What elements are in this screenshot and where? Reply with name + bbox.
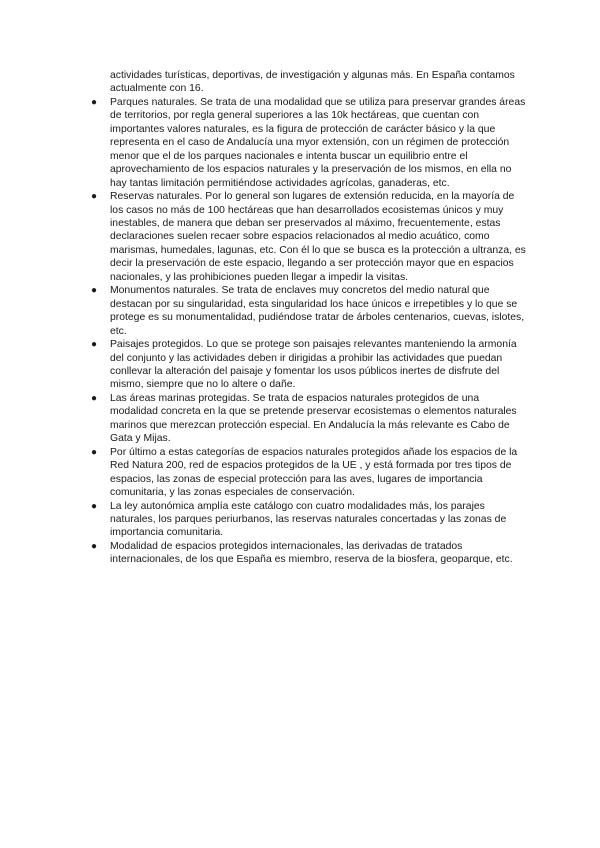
list-item	[88, 190, 528, 284]
list-item-text: Monumentos naturales. Se trata de enclaves muy concretos del medio natural que destacan por su singularidad, esta singularidad los hace únicos e irrepetibles y lo que se protege es su monumentalidad, pudiéndose tratar de árboles centenarios, cuevas, islotes, etc.	[110, 285, 525, 337]
list-item-text: Las áreas marinas protegidas. Se trata de espacios naturales protegidos de una modalidad concreta en la que se pretende preservar ecosistemas o elementos naturales marinos que merezcan protección especial. En Andalucía la más relevante es Cabo de Gata y Mijas.	[110, 392, 517, 445]
list-item-text: Reservas naturales. Por lo general son lugares de extensión reducida, en la mayoría de los casos no más de 100 hectáreas que han desarrollados ecosistemas únicos y muy inestables, de manera que deban ser preservados al máximo, frecuentemente, estas declaraciones suelen recaer sobre espacios relacionados al medio acuático, como marismas, humedales, lagunas, etc. Con él lo que se busca es la protección a ultranza, es decir la preservación de este espacio, llegando a ser protección mayor que en espacios nacionales, y las prohibiciones pueden llegar a impedir la visitas.	[110, 191, 526, 283]
list-item	[88, 500, 528, 540]
list-item-text: Por último a estas categorías de espacios naturales protegidos añade los espacios de la Red Natura 200, red de espacios protegidos de la UE , y está formada por tres tipos de espacios, las zonas de especial protección para las aves, lugares de importancia comunitaria, y las zonas especiales de conservación.	[110, 446, 518, 499]
document-body	[88, 69, 528, 567]
list-item-text: La ley autonómica amplía este catálogo con cuatro modalidades más, los parajes naturales, los parques periurbanos, las reservas naturales concertadas y las zonas de importancia comunitaria.	[110, 500, 507, 539]
bullet-icon: ●	[91, 285, 98, 297]
continuation-paragraph: actividades turísticas, deportivas, de investigación y algunas más. En España contamos actualmente con 16.	[110, 70, 515, 95]
bullet-icon: ●	[91, 540, 98, 552]
list-item	[88, 540, 528, 567]
bullet-icon: ●	[91, 339, 98, 351]
bullet-icon: ●	[91, 96, 98, 108]
list-item	[88, 446, 528, 500]
bullet-icon: ●	[91, 446, 98, 458]
bullet-icon: ●	[91, 392, 98, 404]
list-item	[88, 338, 528, 392]
bullet-icon: ●	[91, 500, 98, 512]
list-item-text: Parques naturales. Se trata de una modalidad que se utiliza para preservar grandes áreas de territorios, por regla general superiores a las 10k hectáreas, que cuentan con importantes valores naturales, es la figura de protección de carácter básico y la que representa en el caso de Andalucía una myor extensión, con un régimen de protección menor que el de los parques nacionales e intenta buscar un equilibrio entre el aprovechamiento de los espacios naturales y la preservación de los mismos, en ella no hay tantas limitación permitiéndose actividades agrícolas, ganaderas, etc.	[110, 96, 526, 189]
list-item-text: Modalidad de espacios protegidos internacionales, las derivadas de tratados internacionales, de los que España es miembro, reserva de la biosfera, geoparque, etc.	[110, 540, 513, 566]
list-item-text: Paisajes protegidos. Lo que se protege son paisajes relevantes manteniendo la armonía del conjunto y las actividades deben ir dirigidas a prohibir las actividades que puedan conllevar la alteración del paisaje y fomentar los usos públicos inertes de disfrute del mismo, siempre que no lo altere o dañe.	[110, 339, 517, 391]
list-item	[88, 284, 528, 338]
bullet-icon: ●	[91, 191, 98, 203]
bullet-list	[88, 96, 528, 567]
list-item	[88, 392, 528, 446]
list-item	[88, 96, 528, 190]
